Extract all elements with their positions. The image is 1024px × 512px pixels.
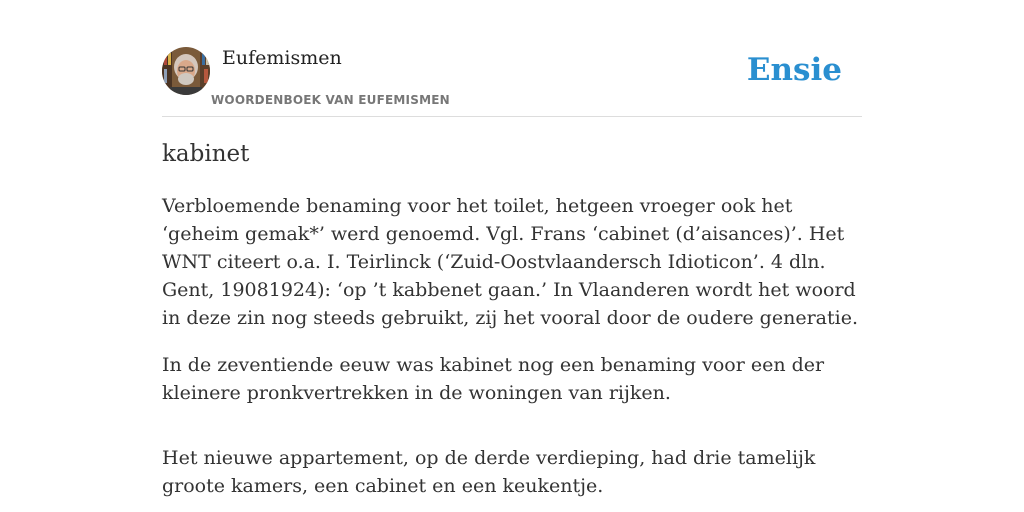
entry-body <box>162 192 862 512</box>
entry-quote: Het nieuwe appartement, op de derde verdieping, had drie tamelijk groote kamers, een cabinet en een keukentje. <box>162 447 816 497</box>
source-subtitle[interactable]: WOORDENBOEK VAN EUFEMISMEN <box>211 93 450 107</box>
avatar-portrait-icon <box>162 47 210 95</box>
source-title[interactable]: Eufemismen <box>222 47 342 69</box>
author-avatar[interactable] <box>162 47 210 95</box>
source-header <box>162 46 862 117</box>
entry-paragraph: In de zeventiende eeuw was kabinet nog een benaming voor een der kleinere pronkvertrekken in de woningen van rijken. <box>162 354 825 404</box>
entry-term: kabinet <box>162 141 250 167</box>
entry-paragraph: Verbloemende benaming voor het toilet, hetgeen vroeger ook het ‘geheim gemak*’ werd genoemd. Vgl. Frans ‘cabinet (d’aisances)’. Het WNT citeert o.a. I. Teirlinck (‘Zuid-Oostvlaandersch Idioticon’. 4 dln. Gent, 19081924): ‘op ’t kabbenet gaan.’ In Vlaanderen wordt het woord in deze zin nog steeds gebruikt, zij het vooral door de oudere generatie. <box>162 195 858 329</box>
ensie-logo-link[interactable]: Ensie <box>746 52 842 88</box>
